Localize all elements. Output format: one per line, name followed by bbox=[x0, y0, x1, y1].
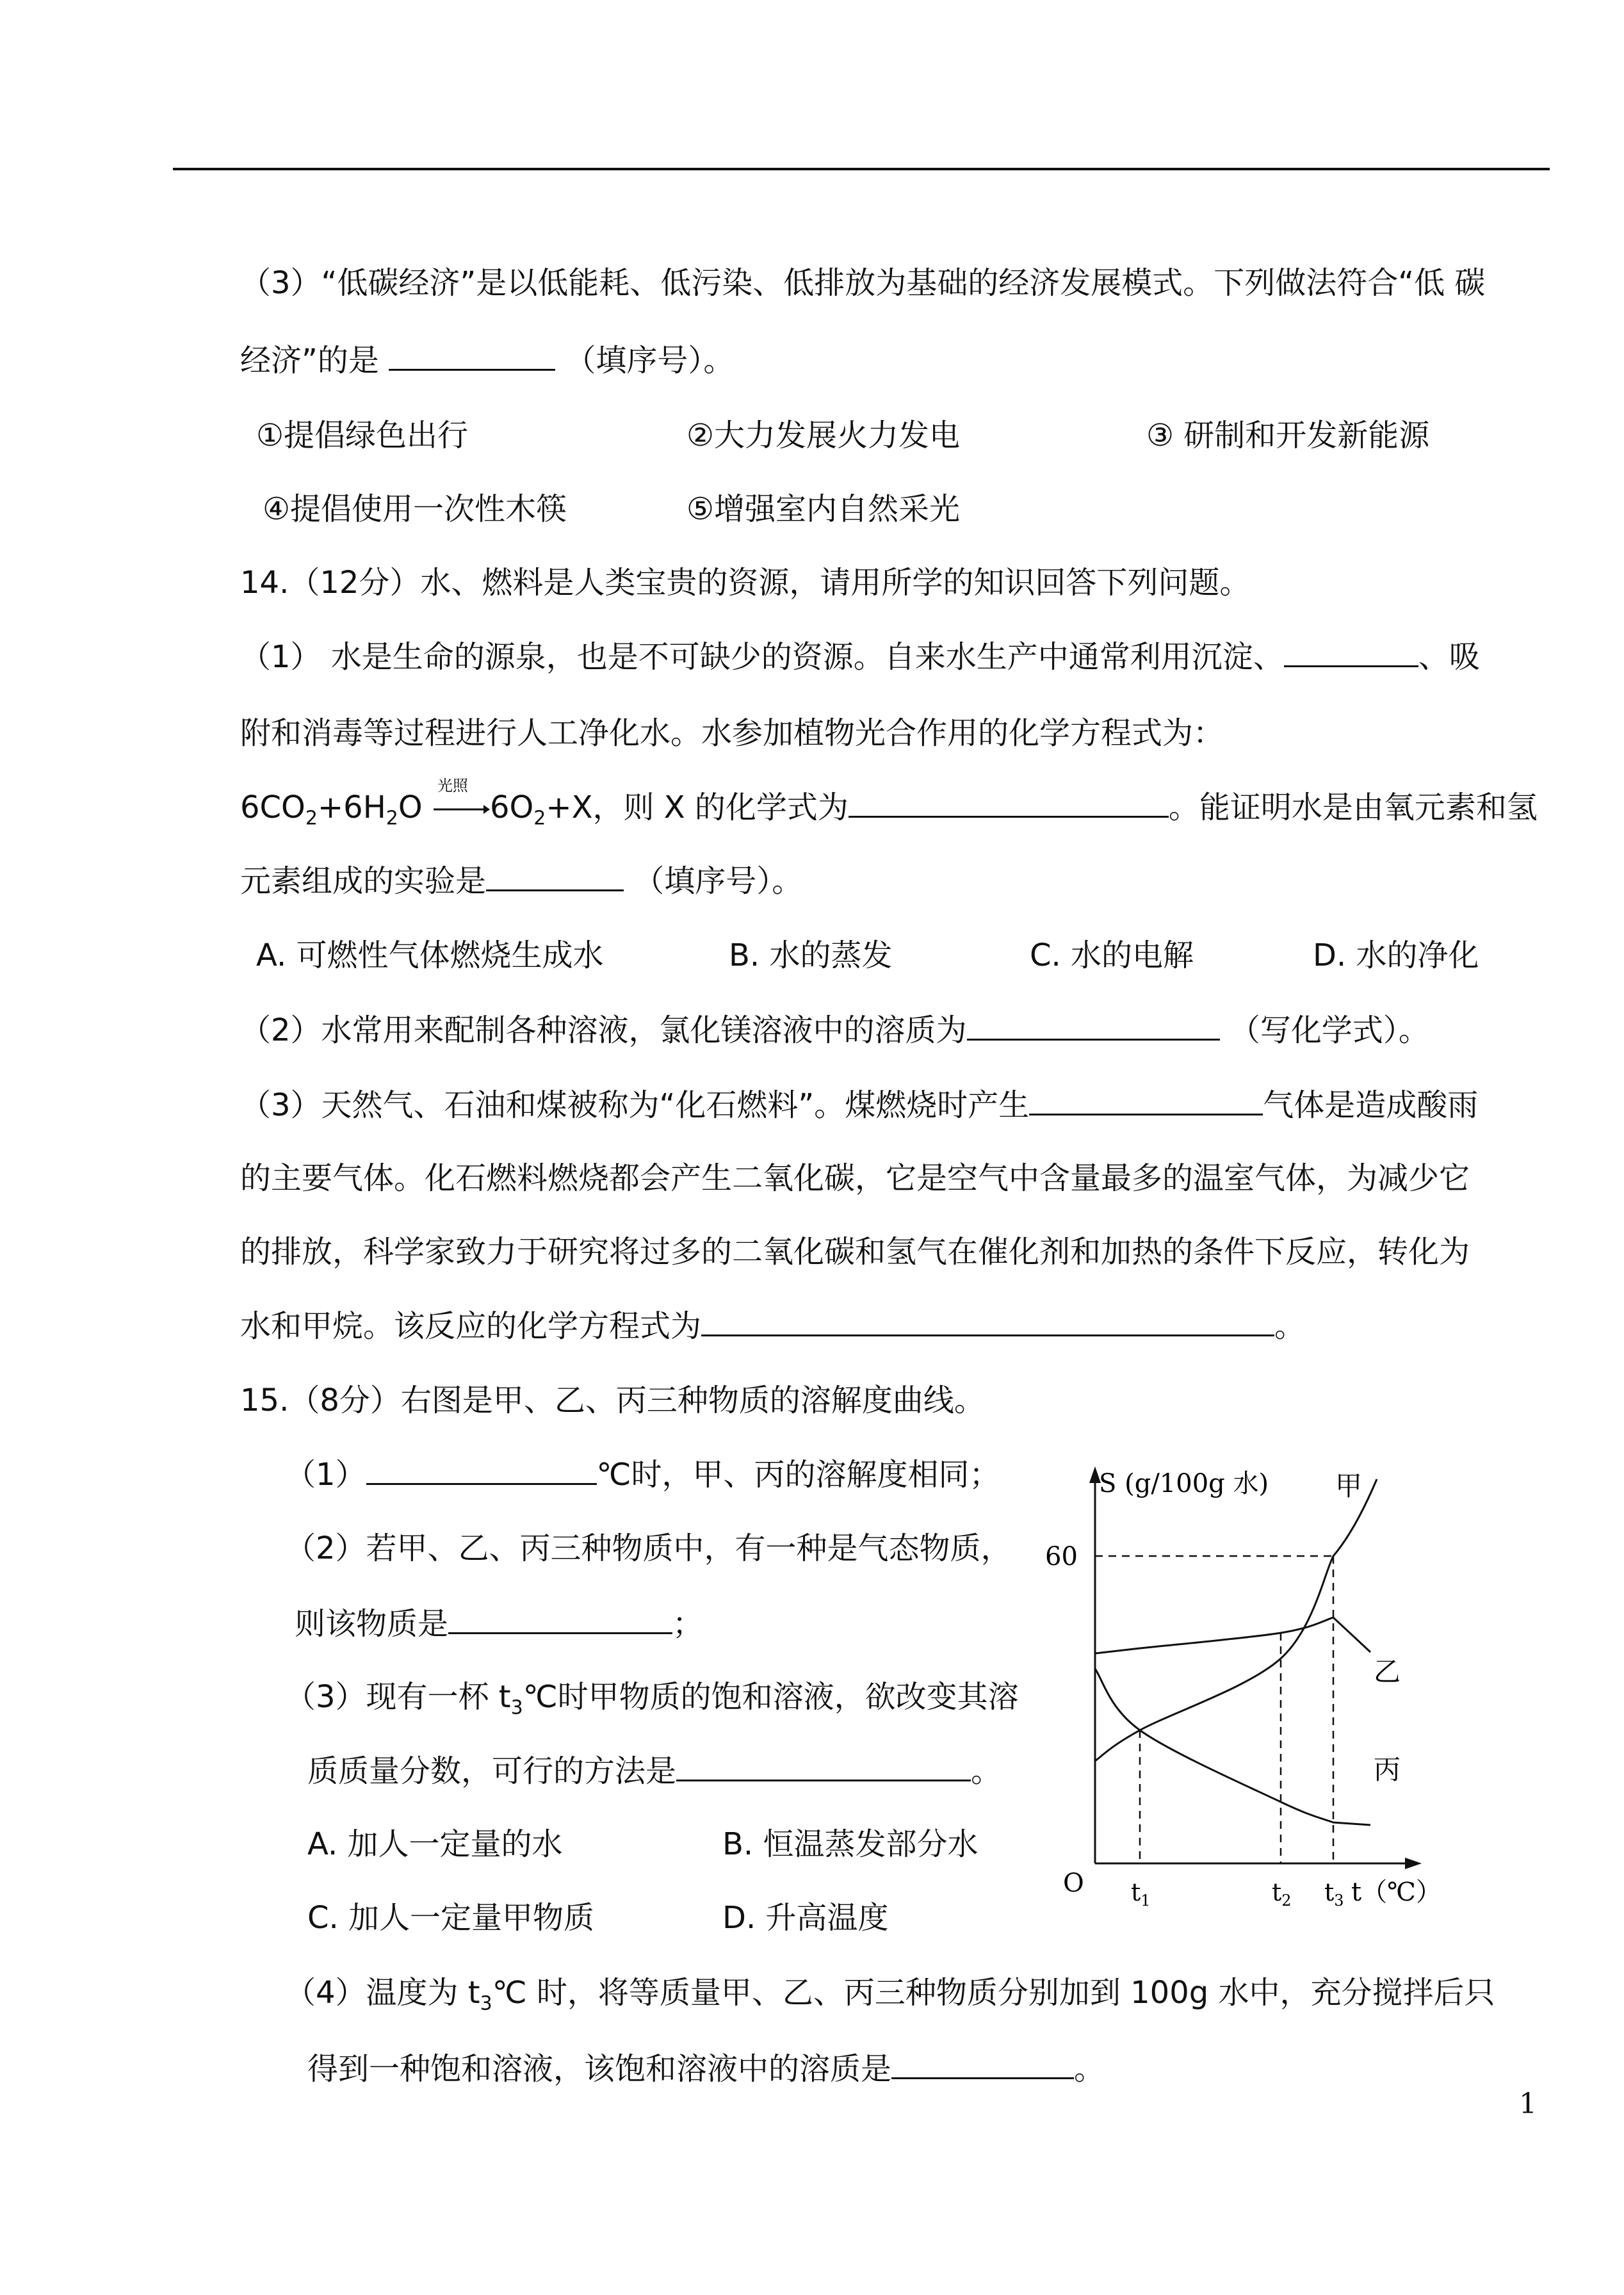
chart-guides bbox=[1095, 1556, 1333, 1863]
equation-reactant-h2o: $+6H_2O$ bbox=[317, 790, 423, 830]
solubility-chart bbox=[1012, 1454, 1473, 1921]
q15-option-a: A. 加人一定量的水 bbox=[307, 1826, 563, 1862]
origin-label: O bbox=[1063, 1869, 1084, 1898]
answer-blank[interactable] bbox=[676, 1751, 971, 1781]
equation-reactant-co2: $6CO_2$ bbox=[240, 790, 318, 830]
q14-1-line2: 附和消毒等过程进行人工净化水。水参加植物光合作用的化学方程式为： bbox=[240, 715, 1224, 751]
x-axis-label: t（℃） bbox=[1351, 1877, 1441, 1907]
q15-3-line2: 质质量分数，可行的方法是 。 bbox=[307, 1751, 1002, 1790]
q14-1-line4: 元素组成的实验是 （填序号）。 bbox=[240, 861, 802, 900]
q14-3-line2: 的主要气体。化石燃料燃烧都会产生二氧化碳，它是空气中含量最多的温室气体，为减少它 bbox=[240, 1160, 1470, 1196]
answer-blank[interactable] bbox=[389, 341, 555, 371]
q14-3-line3: 的排放，科学家致力于研究将过多的二氧化碳和氢气在催化剂和加热的条件下反应，转化为 bbox=[240, 1234, 1470, 1270]
series-label-bing: 丙 bbox=[1374, 1754, 1401, 1785]
q14-option-d: D. 水的净化 bbox=[1313, 937, 1479, 973]
page-number: 1 bbox=[1519, 2088, 1537, 2120]
q15-heading: 15.（8分）右图是甲、乙、丙三种物质的溶解度曲线。 bbox=[240, 1383, 985, 1418]
answer-blank[interactable] bbox=[366, 1455, 597, 1485]
q15-3-line1: （3）现有一杯 $t_3℃$时甲物质的饱和溶液，欲改变其溶 bbox=[285, 1679, 1019, 1719]
q14-2-line: （2）水常用来配制各种溶液，氯化镁溶液中的溶质为 （写化学式）。 bbox=[240, 1010, 1429, 1050]
q15-option-d: D. 升高温度 bbox=[722, 1900, 889, 1936]
chart-curves bbox=[1095, 1479, 1377, 1825]
x-tick-label-t1: $t_1$ bbox=[1131, 1878, 1151, 1910]
equation-product-o2: $6O_2$ bbox=[489, 790, 546, 830]
q13-3-line2: 经济”的是 （填序号）。 bbox=[240, 341, 734, 380]
curve-yi bbox=[1095, 1618, 1370, 1653]
q13-option-3: ③ 研制和开发新能源 bbox=[1146, 418, 1430, 453]
q14-1-line1: （1） 水是生命的源泉，也是不可缺少的资源。自来水生产中通常利用沉淀、 、吸 bbox=[240, 637, 1480, 676]
y-axis-label: S (g/100g 水) bbox=[1099, 1469, 1269, 1498]
q13-3-line1: （3）“低碳经济”是以低能耗、低污染、低排放为基础的经济发展模式。下列做法符合“低 碳 bbox=[240, 265, 1486, 301]
chart-axes bbox=[1089, 1466, 1422, 1869]
curve-bing bbox=[1095, 1669, 1370, 1825]
q13-option-2: ②大力发展火力发电 bbox=[686, 418, 961, 453]
answer-blank[interactable] bbox=[448, 1604, 672, 1634]
q15-option-b: B. 恒温蒸发部分水 bbox=[722, 1826, 978, 1862]
x-tick-label-t2: $t_2$ bbox=[1272, 1878, 1292, 1910]
q14-3-line4: 水和甲烷。该反应的化学方程式为 。 bbox=[240, 1306, 1305, 1345]
q15-4-line1: （4）温度为 $t_3℃$ 时，将等质量甲、乙、丙三种物质分别加到 100g 水中，充分搅拌后只 bbox=[285, 1975, 1495, 2015]
series-label-jia: 甲 bbox=[1335, 1470, 1363, 1502]
q15-4-line2: 得到一种饱和溶液，该饱和溶液中的溶质是 。 bbox=[307, 2049, 1105, 2088]
q14-heading: 14.（12分）水、燃料是人类宝贵的资源，请用所学的知识回答下列问题。 bbox=[240, 565, 1251, 601]
answer-blank[interactable] bbox=[701, 1306, 1274, 1336]
answer-blank[interactable] bbox=[891, 2049, 1074, 2079]
answer-blank[interactable] bbox=[1029, 1085, 1263, 1115]
y-tick-60: 60 bbox=[1045, 1542, 1078, 1571]
x-tick-label-t3: $t_3$ bbox=[1324, 1878, 1344, 1910]
header-rule bbox=[173, 168, 1550, 170]
answer-blank[interactable] bbox=[486, 861, 624, 891]
answer-blank[interactable] bbox=[849, 788, 1169, 818]
q13-option-1: ①提倡绿色出行 bbox=[256, 418, 469, 453]
q15-1-line: （1） ℃时，甲、丙的溶解度相同； bbox=[285, 1455, 1000, 1494]
q14-1-equation-line: $6CO_2+6H_2O$ 光照 $6O_2+X$，则 X 的化学式为 。能证明水是由氧元素和氢 bbox=[240, 777, 1538, 830]
q14-3-line1: （3）天然气、石油和煤被称为“化石燃料”。煤燃烧时产生 气体是造成酸雨 bbox=[240, 1085, 1478, 1124]
q15-option-c: C. 加人一定量甲物质 bbox=[307, 1900, 595, 1936]
q14-option-b: B. 水的蒸发 bbox=[729, 937, 893, 973]
q13-option-4: ④提倡使用一次性木筷 bbox=[263, 491, 567, 527]
answer-blank[interactable] bbox=[1284, 637, 1418, 667]
series-label-yi: 乙 bbox=[1374, 1656, 1401, 1687]
q14-option-c: C. 水的电解 bbox=[1030, 937, 1194, 973]
reaction-arrow: 光照 bbox=[432, 788, 490, 827]
q14-option-a: A. 可燃性气体燃烧生成水 bbox=[256, 937, 604, 973]
q15-2-line1: （2）若甲、乙、丙三种物质中，有一种是气态物质， bbox=[285, 1530, 1012, 1566]
answer-blank[interactable] bbox=[967, 1010, 1220, 1041]
q15-2-line2: 则该物质是 ； bbox=[295, 1604, 703, 1643]
curve-jia bbox=[1095, 1479, 1377, 1761]
q13-option-5: ⑤增强室内自然采光 bbox=[686, 491, 961, 527]
x-axis-arrow bbox=[1405, 1858, 1422, 1869]
